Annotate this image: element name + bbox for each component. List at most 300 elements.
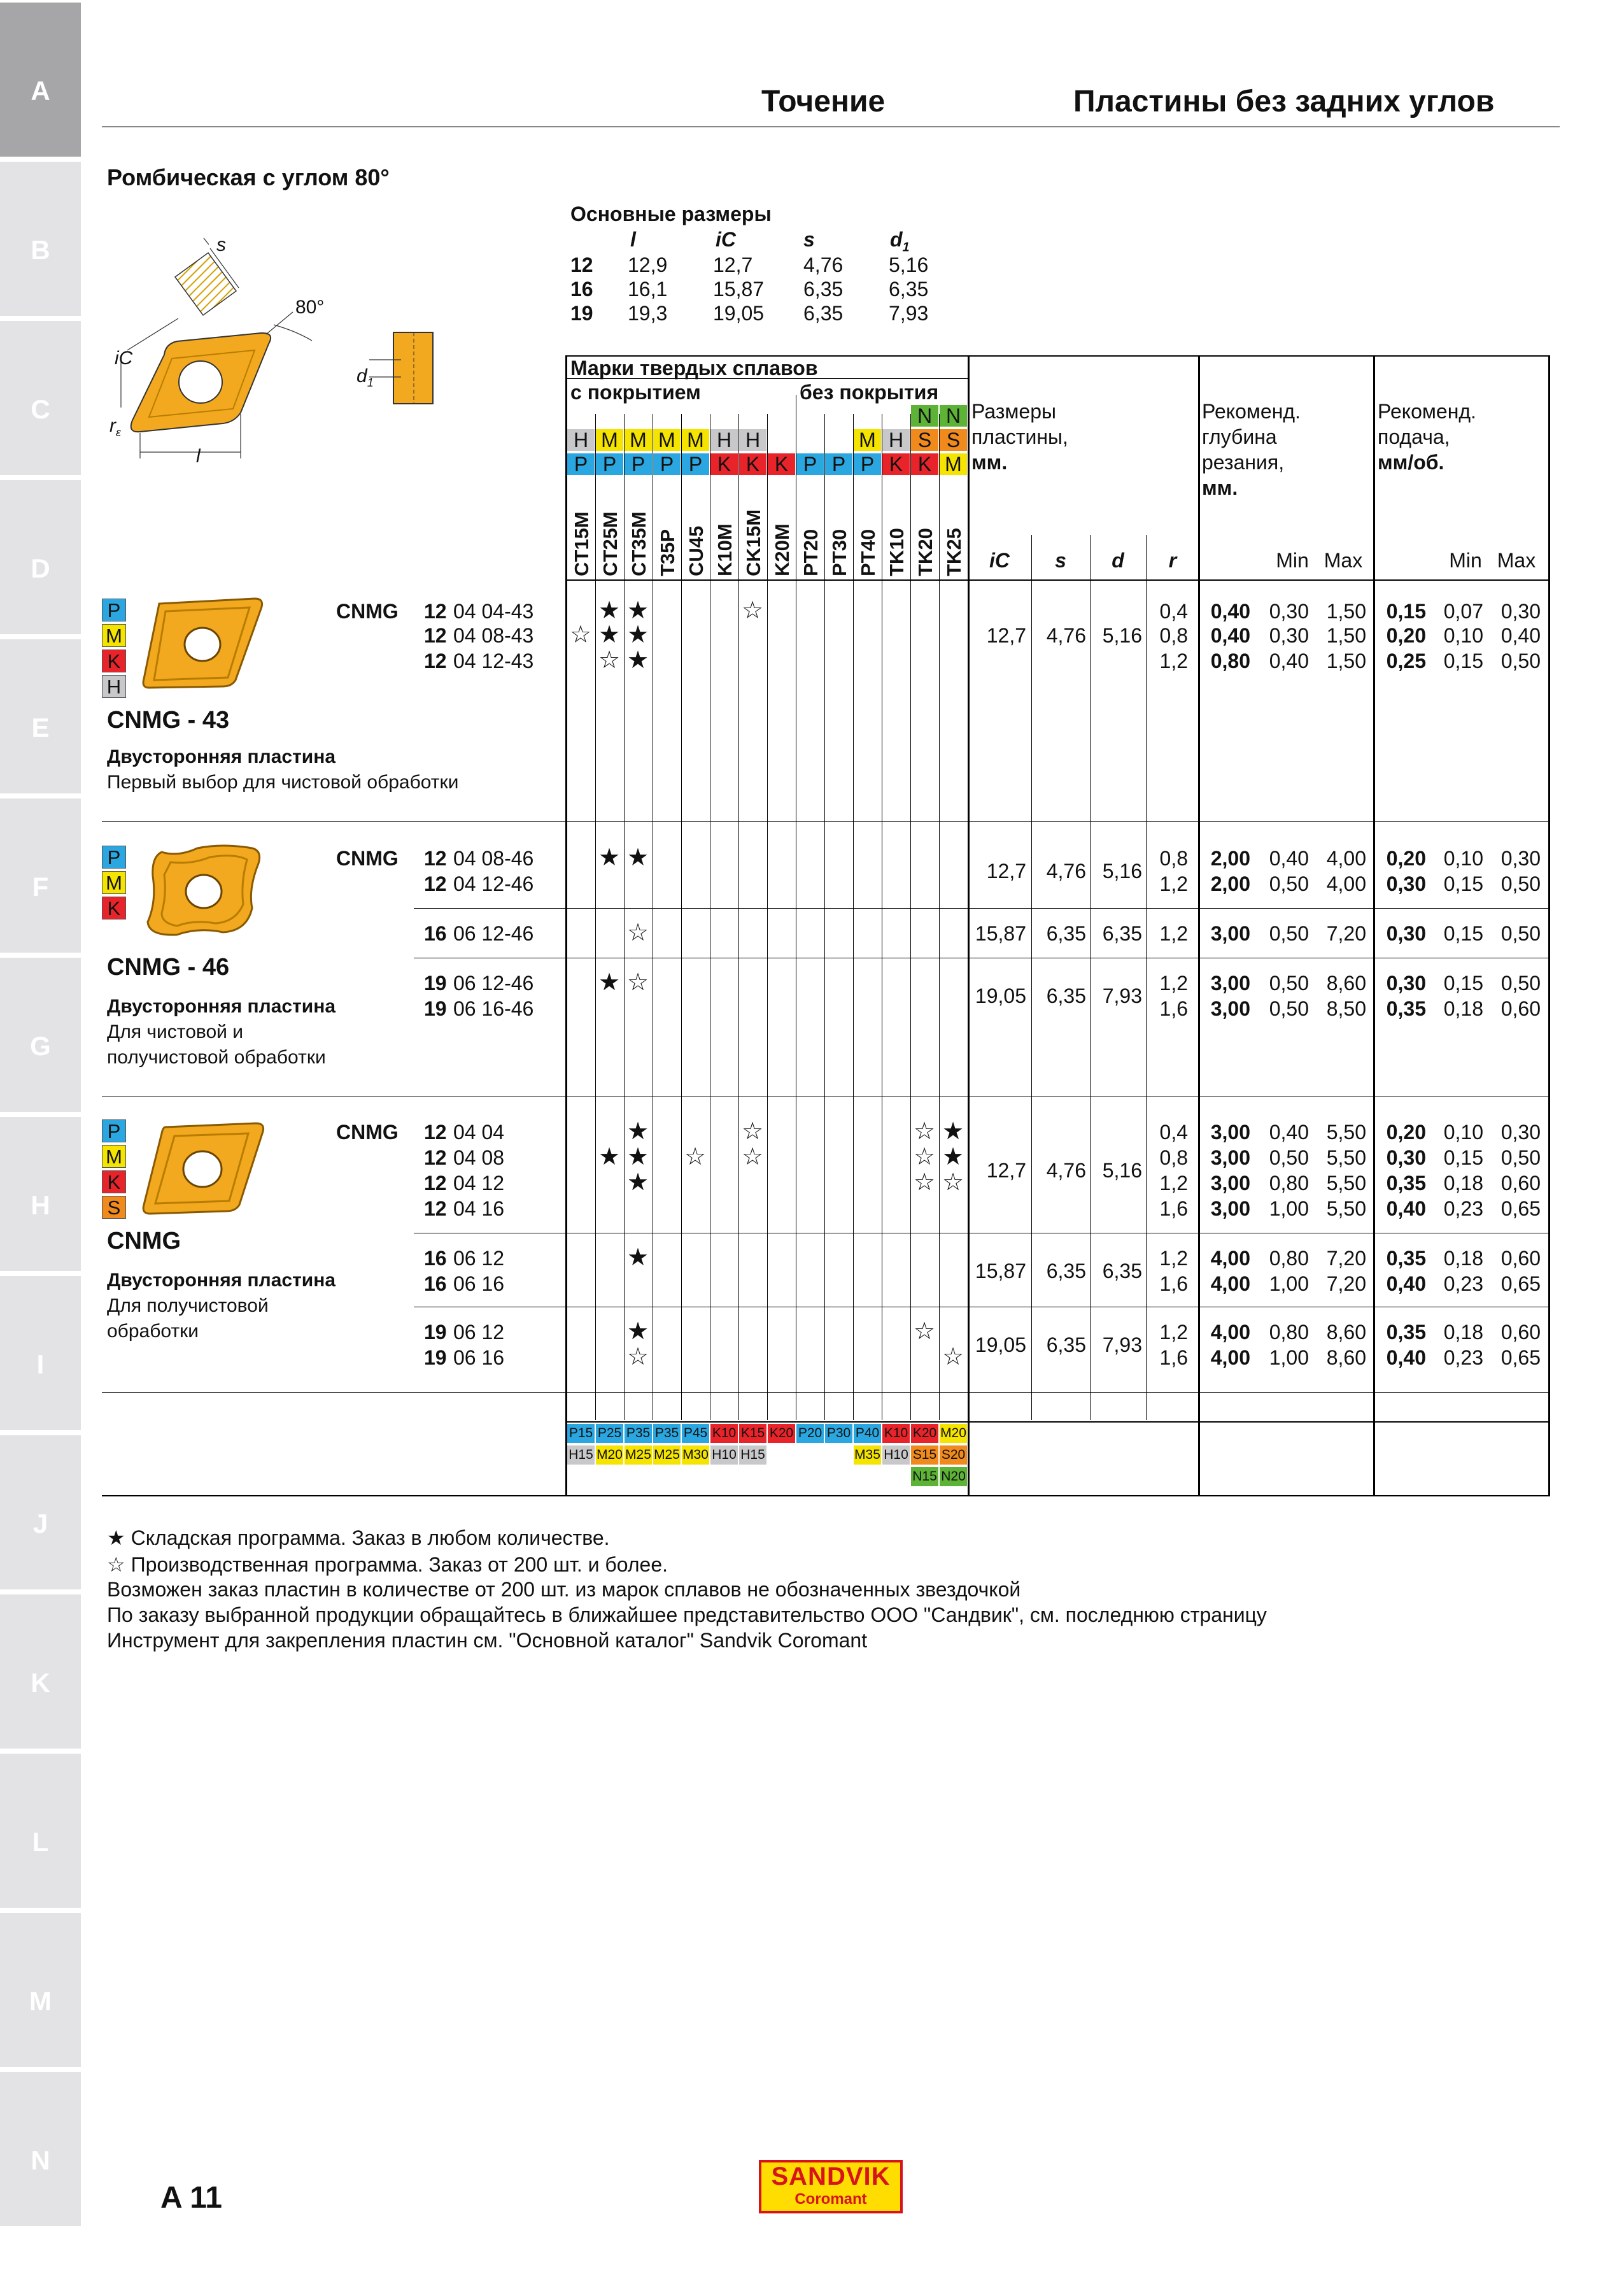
stock-star-icon: ★ bbox=[626, 1144, 649, 1170]
dim-d1: 5,16 bbox=[1102, 1159, 1142, 1182]
iso-grade-code: H10 bbox=[882, 1445, 910, 1465]
feed-min: 0,15 bbox=[1443, 922, 1483, 945]
legend-production: ☆ Производственная программа. Заказ от 200 шт. и более. bbox=[107, 1553, 668, 1576]
radius-value: 1,2 bbox=[1159, 872, 1188, 895]
iso-grade-code: K10 bbox=[710, 1424, 738, 1443]
grade-iso-M: M bbox=[596, 429, 623, 451]
basic-dims-l: 16,1 bbox=[628, 278, 668, 301]
insert-image bbox=[140, 591, 267, 693]
subgroup-separator bbox=[414, 908, 1550, 909]
depth-recommended: 4,00 bbox=[1210, 1321, 1250, 1344]
radius-value: 0,4 bbox=[1159, 600, 1188, 623]
stock-star-icon: ★ bbox=[598, 969, 621, 996]
basic-dims-header-1: iC bbox=[716, 228, 736, 251]
radius-value: 1,2 bbox=[1159, 972, 1188, 995]
production-star-icon: ☆ bbox=[942, 1169, 964, 1196]
feed-recommended: 0,40 bbox=[1386, 1197, 1426, 1220]
depth-recommended: 3,00 bbox=[1210, 1121, 1250, 1144]
iso-grade-code: S15 bbox=[911, 1445, 938, 1465]
feed-max: 0,65 bbox=[1500, 1272, 1541, 1295]
radius-value: 0,8 bbox=[1159, 1146, 1188, 1169]
depth-recommended: 3,00 bbox=[1210, 922, 1250, 945]
depth-max: 7,20 bbox=[1326, 1272, 1366, 1295]
size-header-1: пластины, bbox=[971, 425, 1068, 448]
dim-ic: 15,87 bbox=[975, 922, 1026, 945]
col-r-label: r bbox=[1168, 549, 1177, 572]
depth-min: 1,00 bbox=[1269, 1346, 1309, 1369]
insert-code-size[interactable]: 12 bbox=[424, 650, 447, 672]
production-star-icon: ☆ bbox=[741, 1118, 764, 1145]
depth-min: 0,80 bbox=[1269, 1321, 1309, 1344]
sidebar-tab-b[interactable]: B bbox=[0, 162, 81, 316]
production-star-icon: ☆ bbox=[741, 597, 764, 624]
grade-iso-M: M bbox=[625, 429, 652, 451]
iso-P-badge: P bbox=[102, 599, 126, 621]
insert-name: CNMG - 46 bbox=[107, 954, 230, 981]
insert-code-size[interactable]: 12 bbox=[424, 847, 447, 870]
iso-grade-code: M35 bbox=[854, 1445, 881, 1465]
grade-iso-H: H bbox=[567, 429, 595, 451]
stock-star-icon: ★ bbox=[626, 621, 649, 648]
iso-grade-code: M25 bbox=[653, 1445, 681, 1465]
production-star-icon: ☆ bbox=[913, 1118, 936, 1145]
feed-min: 0,23 bbox=[1443, 1197, 1483, 1220]
production-star-icon: ☆ bbox=[741, 1144, 764, 1170]
production-star-icon: ☆ bbox=[684, 1144, 707, 1170]
production-star-icon: ☆ bbox=[913, 1318, 936, 1345]
dim-d1: 5,16 bbox=[1102, 624, 1142, 647]
grade-iso-S: S bbox=[911, 429, 938, 451]
minmax-label: Max bbox=[1324, 549, 1363, 572]
depth-recommended: 2,00 bbox=[1210, 847, 1250, 870]
production-star-icon: ☆ bbox=[569, 621, 592, 648]
basic-dims-d1: 7,93 bbox=[889, 302, 929, 325]
depth-recommended: 2,00 bbox=[1210, 872, 1250, 895]
dim-s: 4,76 bbox=[1046, 1159, 1086, 1182]
dim-ic: 12,7 bbox=[986, 860, 1026, 883]
feed-max: 0,50 bbox=[1500, 1146, 1541, 1169]
insert-code-size[interactable]: 19 bbox=[424, 1346, 447, 1369]
sidebar-tab-n[interactable]: N bbox=[0, 2072, 81, 2226]
radius-value: 1,6 bbox=[1159, 997, 1188, 1020]
stock-star-icon: ★ bbox=[942, 1118, 964, 1145]
stock-star-icon: ★ bbox=[626, 647, 649, 674]
insert-image bbox=[140, 1116, 267, 1218]
feed-max: 0,50 bbox=[1500, 650, 1541, 672]
production-star-icon: ☆ bbox=[626, 969, 649, 996]
sandvik-logo: SANDVIK Coromant bbox=[759, 2160, 903, 2213]
insert-code[interactable]: 06 12-46 bbox=[453, 972, 534, 995]
grade-iso-N: N bbox=[911, 405, 938, 427]
grade-iso-K: K bbox=[768, 453, 795, 475]
depth-min: 0,30 bbox=[1269, 624, 1309, 647]
basic-dims-s: 6,35 bbox=[803, 278, 844, 301]
insert-code[interactable]: 06 16 bbox=[453, 1272, 505, 1295]
feed-recommended: 0,40 bbox=[1386, 1272, 1426, 1295]
insert-desc: Для получистовой bbox=[107, 1295, 269, 1316]
insert-code-size[interactable]: 19 bbox=[424, 997, 447, 1020]
sidebar-tab-j[interactable]: J bbox=[0, 1435, 81, 1589]
basic-dims-ic: 12,7 bbox=[713, 253, 753, 276]
hollow-star-icon: ☆ bbox=[107, 1553, 125, 1576]
feed-recommended: 0,25 bbox=[1386, 650, 1426, 672]
diagram-label-re: $r_\varepsilon$ bbox=[109, 415, 121, 439]
minmax-label: Min bbox=[1276, 549, 1309, 572]
legend-note-3: Инструмент для закрепления пластин см. "Основной каталог" Sandvik Coromant bbox=[107, 1629, 868, 1652]
depth-recommended: 4,00 bbox=[1210, 1247, 1250, 1270]
feed-min: 0,07 bbox=[1443, 600, 1483, 623]
depth-header-1: глубина bbox=[1202, 425, 1277, 448]
iso-grade-code: P35 bbox=[653, 1424, 681, 1443]
grade-name: CT15M bbox=[570, 511, 593, 576]
basic-dims-ic: 19,05 bbox=[713, 302, 765, 325]
grade-iso-P: P bbox=[625, 453, 652, 475]
basic-dims-s: 6,35 bbox=[803, 302, 844, 325]
iso-grade-code: S20 bbox=[940, 1445, 967, 1465]
depth-recommended: 0,40 bbox=[1210, 600, 1250, 623]
feed-recommended: 0,35 bbox=[1386, 1172, 1426, 1195]
feed-min: 0,15 bbox=[1443, 872, 1483, 895]
iso-grade-code: K15 bbox=[739, 1424, 766, 1443]
feed-recommended: 0,30 bbox=[1386, 922, 1426, 945]
insert-desc-title: Двусторонняя пластина bbox=[107, 746, 336, 767]
feed-max: 0,60 bbox=[1500, 997, 1541, 1020]
insert-desc: Первый выбор для чистовой обработки bbox=[107, 772, 459, 793]
insert-code-size[interactable]: 12 bbox=[424, 1172, 447, 1195]
iso-H-badge: H bbox=[102, 675, 126, 698]
grades-uncoated: без покрытия bbox=[800, 381, 939, 404]
depth-recommended: 3,00 bbox=[1210, 997, 1250, 1020]
grade-name: CK15M bbox=[742, 509, 765, 576]
insert-desc: обработки bbox=[107, 1321, 199, 1342]
depth-max: 8,60 bbox=[1326, 1346, 1366, 1369]
production-star-icon: ☆ bbox=[598, 647, 621, 674]
basic-dims-l: 12,9 bbox=[628, 253, 668, 276]
depth-max: 5,50 bbox=[1326, 1197, 1366, 1220]
diagram-label-l: l bbox=[196, 446, 201, 467]
insert-code[interactable]: 06 12 bbox=[453, 1247, 505, 1270]
insert-code[interactable]: 04 04-43 bbox=[453, 600, 534, 623]
iso-S-badge: S bbox=[102, 1196, 126, 1219]
insert-code-size[interactable]: 12 bbox=[424, 872, 447, 895]
depth-max: 5,50 bbox=[1326, 1121, 1366, 1144]
col-s-label: s bbox=[1055, 549, 1066, 572]
basic-dims-d1: 5,16 bbox=[889, 253, 929, 276]
sidebar-tab-h[interactable]: H bbox=[0, 1117, 81, 1271]
sidebar-tab-f[interactable]: F bbox=[0, 799, 81, 953]
sidebar-tab-a[interactable]: A bbox=[0, 3, 81, 157]
iso-grade-code: H10 bbox=[710, 1445, 738, 1465]
depth-min: 1,00 bbox=[1269, 1272, 1309, 1295]
grade-iso-M: M bbox=[940, 453, 967, 475]
feed-min: 0,15 bbox=[1443, 1146, 1483, 1169]
grade-iso-P: P bbox=[854, 453, 881, 475]
group-separator bbox=[102, 1392, 1550, 1393]
insert-code[interactable]: 06 12 bbox=[453, 1321, 505, 1344]
iso-P-badge: P bbox=[102, 846, 126, 869]
insert-code-size[interactable]: 16 bbox=[424, 922, 447, 945]
feed-max: 0,30 bbox=[1500, 1121, 1541, 1144]
insert-code-size[interactable]: 12 bbox=[424, 624, 447, 647]
grade-name: CU45 bbox=[685, 525, 707, 576]
feed-min: 0,23 bbox=[1443, 1272, 1483, 1295]
radius-value: 0,8 bbox=[1159, 847, 1188, 870]
production-star-icon: ☆ bbox=[626, 919, 649, 946]
dim-d1: 7,93 bbox=[1102, 984, 1142, 1007]
iso-grade-code: M20 bbox=[940, 1424, 967, 1443]
feed-recommended: 0,20 bbox=[1386, 624, 1426, 647]
insert-code[interactable]: 04 08-46 bbox=[453, 847, 534, 870]
insert-code-size[interactable]: 12 bbox=[424, 600, 447, 623]
iso-grade-code: K20 bbox=[768, 1424, 795, 1443]
basic-dims-title: Основные размеры bbox=[570, 202, 772, 225]
iso-grade-code: N20 bbox=[940, 1467, 967, 1486]
iso-M-badge: M bbox=[102, 624, 126, 647]
filled-star-icon: ★ bbox=[107, 1526, 125, 1549]
insert-code[interactable]: 06 12-46 bbox=[453, 922, 534, 945]
depth-max: 7,20 bbox=[1326, 1247, 1366, 1270]
insert-code-size[interactable]: 12 bbox=[424, 1146, 447, 1169]
feed-min: 0,23 bbox=[1443, 1346, 1483, 1369]
feed-min: 0,18 bbox=[1443, 1321, 1483, 1344]
depth-min: 0,50 bbox=[1269, 1146, 1309, 1169]
stock-star-icon: ★ bbox=[626, 597, 649, 624]
feed-recommended: 0,15 bbox=[1386, 600, 1426, 623]
iso-M-badge: M bbox=[102, 871, 126, 894]
minmax-label: Max bbox=[1497, 549, 1536, 572]
grade-iso-N: N bbox=[940, 405, 967, 427]
grade-iso-P: P bbox=[653, 453, 681, 475]
table-vline bbox=[565, 355, 567, 1496]
depth-max: 5,50 bbox=[1326, 1146, 1366, 1169]
feed-header-1: подача, bbox=[1378, 425, 1450, 448]
grade-name: CT25M bbox=[599, 511, 621, 576]
feed-max: 0,50 bbox=[1500, 872, 1541, 895]
feed-min: 0,10 bbox=[1443, 624, 1483, 647]
feed-min: 0,18 bbox=[1443, 997, 1483, 1020]
radius-value: 1,6 bbox=[1159, 1272, 1188, 1295]
production-star-icon: ☆ bbox=[913, 1169, 936, 1196]
feed-header-0: Рекоменд. bbox=[1378, 400, 1476, 423]
table-bottom-border bbox=[102, 1495, 1550, 1496]
basic-dims-d1: 6,35 bbox=[889, 278, 929, 301]
feed-max: 0,50 bbox=[1500, 922, 1541, 945]
insert-code-size[interactable]: 19 bbox=[424, 1321, 447, 1344]
feed-min: 0,18 bbox=[1443, 1172, 1483, 1195]
depth-recommended: 3,00 bbox=[1210, 1172, 1250, 1195]
basic-dims-size: 12 bbox=[570, 253, 593, 276]
stock-star-icon: ★ bbox=[626, 1118, 649, 1145]
grade-iso-P: P bbox=[567, 453, 595, 475]
feed-max: 0,65 bbox=[1500, 1197, 1541, 1220]
grade-iso-K: K bbox=[710, 453, 738, 475]
group-separator bbox=[102, 821, 1550, 822]
dim-s: 6,35 bbox=[1046, 984, 1086, 1007]
iso-K-badge: K bbox=[102, 650, 126, 672]
sidebar-tab-g[interactable]: G bbox=[0, 958, 81, 1112]
grade-iso-K: K bbox=[739, 453, 766, 475]
depth-min: 0,40 bbox=[1269, 650, 1309, 672]
grade-name: TK20 bbox=[914, 528, 936, 576]
sidebar-tab-c[interactable]: C bbox=[0, 321, 81, 475]
sidebar-tab-m[interactable]: M bbox=[0, 1913, 81, 2067]
depth-max: 5,50 bbox=[1326, 1172, 1366, 1195]
iso-grade-code: P25 bbox=[596, 1424, 623, 1443]
insert-desc: получистовой обработки bbox=[107, 1047, 326, 1068]
feed-recommended: 0,30 bbox=[1386, 1146, 1426, 1169]
dim-ic: 12,7 bbox=[986, 1159, 1026, 1182]
insert-code[interactable]: 04 08 bbox=[453, 1146, 505, 1169]
size-header-2: мм. bbox=[971, 451, 1008, 474]
header-title: Точение bbox=[761, 85, 886, 118]
grade-name: K10M bbox=[714, 523, 736, 576]
insert-code[interactable]: 04 12-43 bbox=[453, 650, 534, 672]
depth-min: 0,30 bbox=[1269, 600, 1309, 623]
iso-P-badge: P bbox=[102, 1119, 126, 1142]
radius-value: 1,6 bbox=[1159, 1197, 1188, 1220]
production-star-icon: ☆ bbox=[942, 1344, 964, 1370]
iso-grade-code: M25 bbox=[625, 1445, 652, 1465]
stock-star-icon: ★ bbox=[626, 1244, 649, 1271]
header-divider bbox=[102, 126, 1560, 127]
insert-family: CNMG bbox=[336, 847, 399, 870]
stock-star-icon: ★ bbox=[598, 621, 621, 648]
legend-note-1: Возможен заказ пластин в количестве от 200 шт. из марок сплавов не обозначенных звездочкой bbox=[107, 1578, 1021, 1601]
iso-grade-code: P35 bbox=[625, 1424, 652, 1443]
depth-max: 8,60 bbox=[1326, 972, 1366, 995]
feed-header-2: мм/об. bbox=[1378, 451, 1444, 474]
insert-code[interactable]: 04 12-46 bbox=[453, 872, 534, 895]
basic-dims-s: 4,76 bbox=[803, 253, 844, 276]
depth-max: 7,20 bbox=[1326, 922, 1366, 945]
dim-s: 6,35 bbox=[1046, 922, 1086, 945]
iso-K-badge: K bbox=[102, 1170, 126, 1193]
depth-max: 4,00 bbox=[1326, 872, 1366, 895]
basic-dims-header-0: l bbox=[630, 228, 636, 251]
table-vline bbox=[1373, 355, 1375, 1496]
basic-dims-header-2: s bbox=[803, 228, 815, 251]
feed-max: 0,60 bbox=[1500, 1172, 1541, 1195]
depth-min: 0,80 bbox=[1269, 1172, 1309, 1195]
grade-iso-P: P bbox=[596, 453, 623, 475]
depth-header-0: Рекоменд. bbox=[1202, 400, 1301, 423]
insert-code[interactable]: 04 04 bbox=[453, 1121, 505, 1144]
table-vline bbox=[1548, 355, 1550, 1496]
grade-name: PT30 bbox=[828, 529, 851, 576]
feed-min: 0,10 bbox=[1443, 847, 1483, 870]
grade-name: TK25 bbox=[943, 528, 965, 576]
diagram-label-d1: $d_1$ bbox=[357, 366, 374, 389]
insert-desc-title: Двусторонняя пластина bbox=[107, 1270, 336, 1291]
feed-recommended: 0,40 bbox=[1386, 1346, 1426, 1369]
grade-iso-P: P bbox=[796, 453, 824, 475]
radius-value: 1,2 bbox=[1159, 1247, 1188, 1270]
feed-recommended: 0,30 bbox=[1386, 872, 1426, 895]
iso-M-badge: M bbox=[102, 1145, 126, 1168]
minmax-label: Min bbox=[1449, 549, 1482, 572]
depth-header-3: мм. bbox=[1202, 476, 1238, 499]
header-bottom-border bbox=[565, 579, 1550, 581]
grade-iso-K: K bbox=[882, 453, 910, 475]
stock-star-icon: ★ bbox=[626, 844, 649, 871]
stock-star-icon: ★ bbox=[598, 844, 621, 871]
radius-value: 1,6 bbox=[1159, 1346, 1188, 1369]
stock-star-icon: ★ bbox=[626, 1318, 649, 1345]
depth-max: 8,50 bbox=[1326, 997, 1366, 1020]
insert-desc: Для чистовой и bbox=[107, 1021, 244, 1042]
depth-min: 0,50 bbox=[1269, 922, 1309, 945]
depth-recommended: 4,00 bbox=[1210, 1346, 1250, 1369]
depth-recommended: 3,00 bbox=[1210, 972, 1250, 995]
grade-iso-S: S bbox=[940, 429, 967, 451]
insert-family: CNMG bbox=[336, 600, 399, 623]
depth-min: 0,40 bbox=[1269, 847, 1309, 870]
depth-min: 0,50 bbox=[1269, 997, 1309, 1020]
iso-grade-code: M20 bbox=[596, 1445, 623, 1465]
table-vline bbox=[1198, 355, 1200, 1496]
dim-d1: 5,16 bbox=[1102, 860, 1142, 883]
insert-diagram bbox=[102, 229, 458, 484]
dim-s: 6,35 bbox=[1046, 1333, 1086, 1356]
page-number: A 11 bbox=[160, 2181, 222, 2215]
insert-code-size[interactable]: 19 bbox=[424, 972, 447, 995]
grade-name: K20M bbox=[771, 523, 793, 576]
basic-dims-ic: 15,87 bbox=[713, 278, 765, 301]
iso-grade-code: P15 bbox=[567, 1424, 595, 1443]
sidebar-tab-i[interactable]: I bbox=[0, 1276, 81, 1430]
radius-value: 1,2 bbox=[1159, 650, 1188, 672]
insert-code[interactable]: 04 12 bbox=[453, 1172, 505, 1195]
insert-code-size[interactable]: 16 bbox=[424, 1247, 447, 1270]
iso-grade-code: N15 bbox=[911, 1467, 938, 1486]
grade-iso-M: M bbox=[682, 429, 709, 451]
insert-code-size[interactable]: 16 bbox=[424, 1272, 447, 1295]
grade-name: PT20 bbox=[800, 529, 822, 576]
stock-star-icon: ★ bbox=[626, 1169, 649, 1196]
insert-code-size[interactable]: 12 bbox=[424, 1121, 447, 1144]
iso-K-badge: K bbox=[102, 897, 126, 919]
feed-min: 0,15 bbox=[1443, 650, 1483, 672]
sidebar-tab-l[interactable]: L bbox=[0, 1754, 81, 1908]
radius-value: 1,2 bbox=[1159, 1172, 1188, 1195]
grade-name: T35P bbox=[656, 529, 679, 576]
grade-iso-H: H bbox=[739, 429, 766, 451]
basic-dims-size: 19 bbox=[570, 302, 593, 325]
iso-grade-code: H15 bbox=[739, 1445, 766, 1465]
depth-max: 1,50 bbox=[1326, 624, 1366, 647]
insert-code-size[interactable]: 12 bbox=[424, 1197, 447, 1220]
insert-code[interactable]: 06 16 bbox=[453, 1346, 505, 1369]
feed-recommended: 0,35 bbox=[1386, 997, 1426, 1020]
radius-value: 1,2 bbox=[1159, 922, 1188, 945]
feed-max: 0,65 bbox=[1500, 1346, 1541, 1369]
feed-max: 0,40 bbox=[1500, 624, 1541, 647]
grade-iso-K: K bbox=[911, 453, 938, 475]
insert-code[interactable]: 06 16-46 bbox=[453, 997, 534, 1020]
depth-max: 4,00 bbox=[1326, 847, 1366, 870]
iso-grade-code: K10 bbox=[882, 1424, 910, 1443]
depth-header-2: резания, bbox=[1202, 451, 1285, 474]
production-star-icon: ☆ bbox=[913, 1144, 936, 1170]
sidebar-tab-k[interactable]: K bbox=[0, 1594, 81, 1749]
insert-code[interactable]: 04 16 bbox=[453, 1197, 505, 1220]
depth-min: 0,80 bbox=[1269, 1247, 1309, 1270]
sidebar-tab-d[interactable]: D bbox=[0, 480, 81, 634]
sidebar-tab-e[interactable]: E bbox=[0, 639, 81, 793]
depth-recommended: 3,00 bbox=[1210, 1197, 1250, 1220]
insert-code[interactable]: 04 08-43 bbox=[453, 624, 534, 647]
feed-max: 0,50 bbox=[1500, 972, 1541, 995]
